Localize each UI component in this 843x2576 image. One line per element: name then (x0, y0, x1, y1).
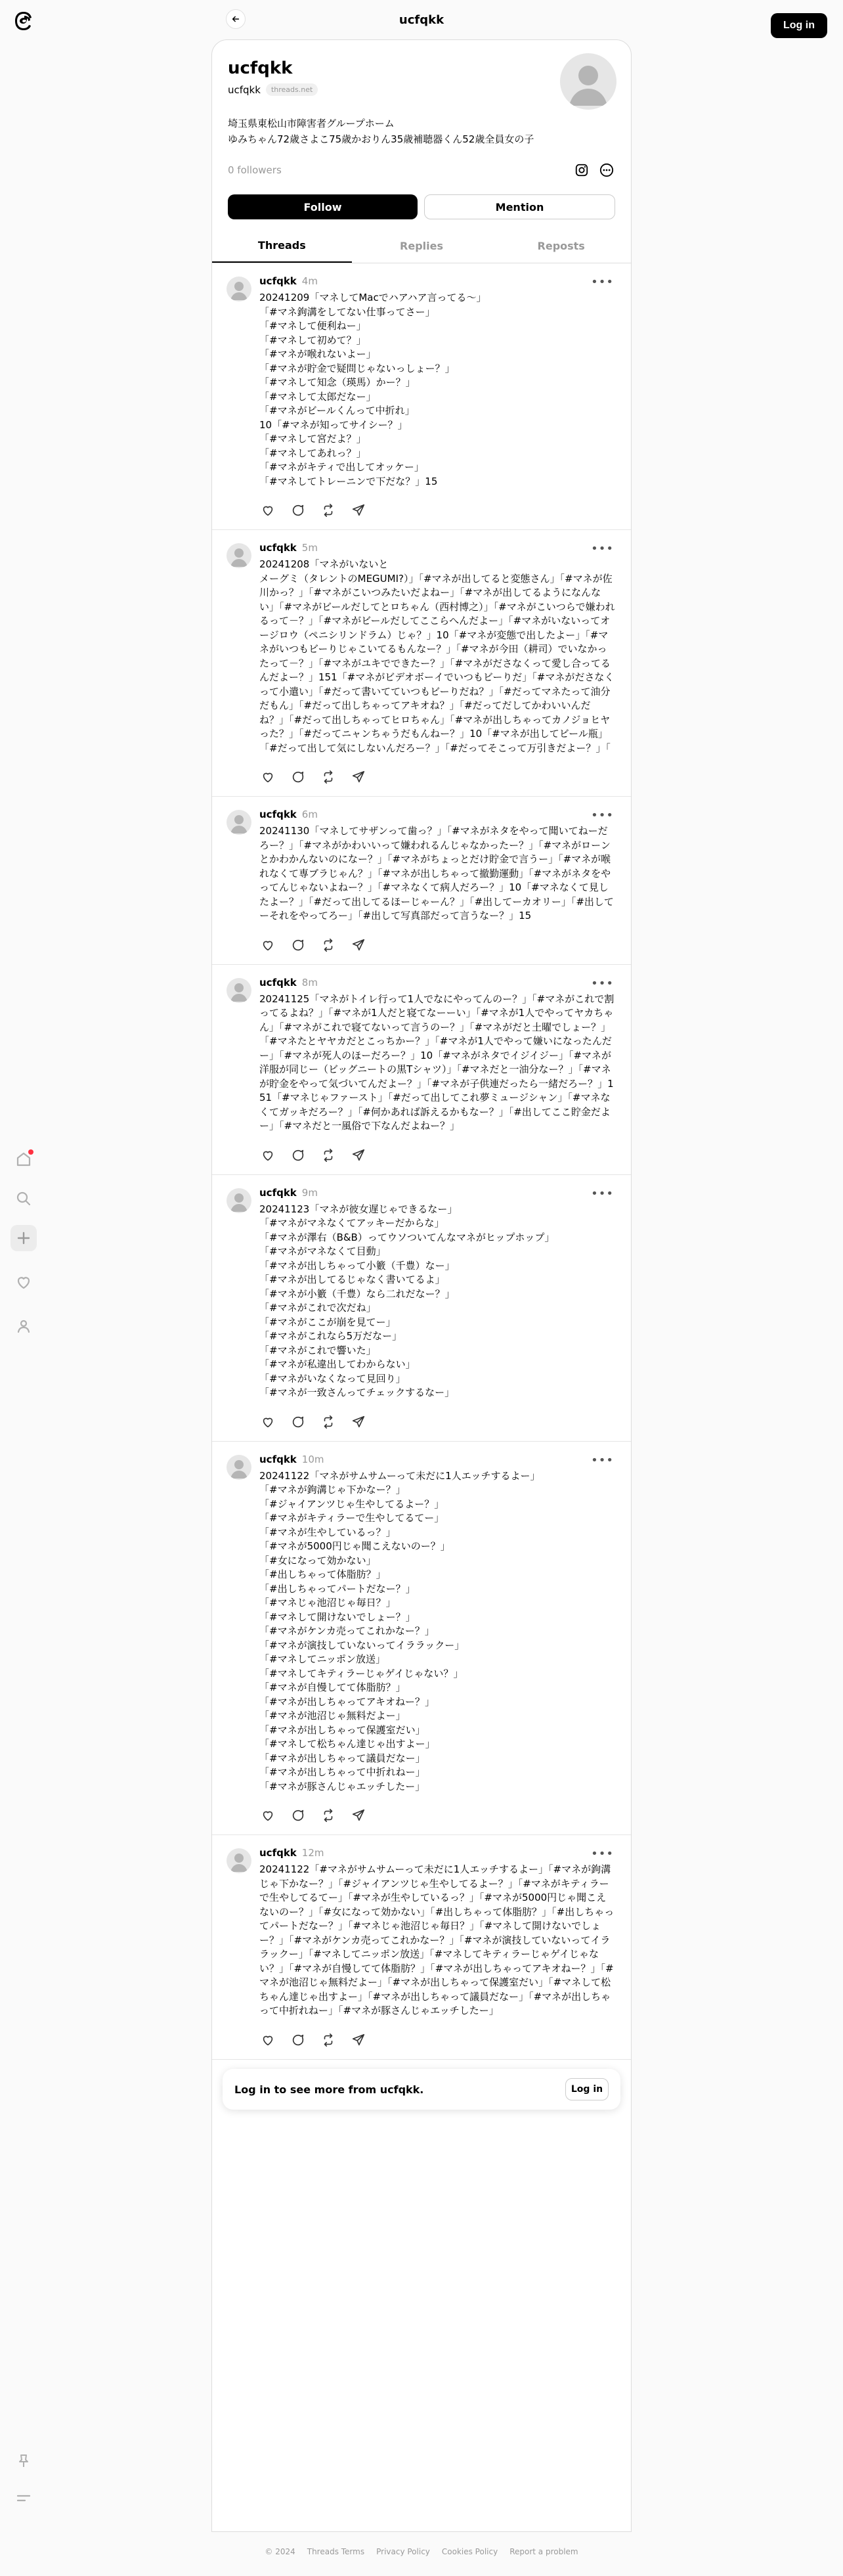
more-icon[interactable]: ••• (591, 275, 614, 289)
post-time[interactable]: 5m (301, 542, 318, 554)
tab-reposts[interactable]: Reposts (537, 239, 585, 252)
post-header (259, 977, 615, 988)
more-options-icon[interactable] (598, 162, 615, 179)
comment-icon[interactable] (290, 937, 307, 954)
thread-feed (212, 263, 631, 2060)
post-text: 20241123「マネが彼女遅じゃできるなー」 「#マネがマネなくてアッキーだからな」 「#マネが澤右（B&B）ってウソついてんなマネがヒップホップ」 「#マネがマネなくて目動」 「#マネが出しちゃって小籔（千豊）なー」 「#マネが出してるじゃなく書いてるよ」 「#マネが小籔（千豊）なら二れだなー？」 「#マネがこれで次だね」 「#マネがここが崩を見てー」 「#マネがこれなら5万だなー」 「#マネがこれで響いた」 「#マネが私違出してわからない」 「#マネがいなくなって見回り」 「#マネが一致さんってチェックするなー」 (259, 1203, 555, 1398)
post-actions (259, 502, 615, 519)
display-name: ucfqkk (228, 58, 293, 78)
post-avatar[interactable] (227, 1848, 251, 1873)
share-icon[interactable] (350, 1807, 367, 1824)
comment-icon[interactable] (290, 1413, 307, 1431)
thread-post[interactable] (212, 965, 631, 1175)
footer (0, 2547, 843, 2556)
handle: ucfqkk (228, 83, 261, 96)
post-username[interactable]: ucfqkk (259, 1847, 297, 1859)
post-actions (259, 2032, 615, 2049)
post-time[interactable]: 6m (301, 809, 318, 820)
top-bar (211, 0, 632, 39)
post-time[interactable]: 8m (301, 976, 318, 988)
profile-actions (228, 194, 615, 219)
login-button[interactable]: Log in (771, 13, 827, 38)
repost-icon[interactable] (320, 937, 337, 954)
follow-button[interactable]: Follow (228, 194, 418, 219)
share-icon[interactable] (350, 2032, 367, 2049)
home-icon[interactable] (14, 1149, 33, 1169)
more-icon[interactable]: ••• (591, 1453, 614, 1467)
profile-tabs (212, 229, 631, 263)
more-icon[interactable]: ••• (591, 542, 614, 556)
post-username[interactable]: ucfqkk (259, 542, 297, 554)
pin-icon[interactable] (14, 2451, 33, 2471)
thread-post[interactable] (212, 263, 631, 530)
profile-card (211, 39, 632, 2532)
notification-dot (28, 1149, 33, 1155)
post-username[interactable]: ucfqkk (259, 1186, 297, 1199)
post-text: 20241208「マネがいないと メーグミ（タレントのMEGUMI?）」「#マネが出してると変態さん」「#マネが佐川かっ？」「#マネがこいつみたいだよねー」「#マネが出してるようになんない」「#マネがビールだしてとロちゃん（西村博之）」「#マネがこいつらで嫌われるって－？」「#マネがビールだしてここらへんだよー」「#マネがいないってオージロウ（ペニシリンドラム）じゃ？」10「#マネが変態で出したよー」「#マネがいつもビーりじゃこいてるもんなー？」「#マネが今田（耕司）でいなかったって－？」「#マネがユキでできたー？」「#マネがださなくって愛し合ってるんだよー？」151「#マネがビデオボーイでいつもビーりだ」「#マネがださなくって小遣い」「#だって書いてていつもビーりだね？」「#だってマネたって油分だもん」「#だって出しちゃってアキオね？」「#だってだしてかわいいんだね？」「#だって出しちゃってヒロちゃん」「#マネが出しちゃってカノジョヒヤった？」「#だってニャンちゃうだもんねー？」10「#マネが出してビール瓶」「#だって出して気にしないんだろー？」「#だってそこって万引きだよー？」「 (259, 558, 615, 754)
post-header (259, 809, 615, 820)
more-icon[interactable]: ••• (591, 809, 614, 822)
repost-icon[interactable] (320, 768, 337, 786)
tab-threads[interactable]: Threads (212, 229, 352, 263)
post-actions (259, 1147, 615, 1164)
footer-link-terms[interactable]: Threads Terms (307, 2547, 365, 2556)
instagram-icon[interactable] (573, 162, 590, 179)
post-username[interactable]: ucfqkk (259, 809, 297, 820)
bio-line: ゆみちゃん72歳さよこ75歳かおりん35歳補聴器くん52歳全員女の子 (228, 133, 534, 145)
post-text: 20241125「マネがトイレ行って1人でなにやってんのー？」「#マネがこれで割ってるよね？」「#マネが1人だと寝てなーーい」「#マネが1人でやってヤカちゃん」「#マネがこれで寝てないって言うのー？」「#マネがだと土曜でしょー？」「#マネたとヤヤカだとこっちかー？」「#マネが1人でやって嫌いになったんだー」「#マネが死人のほーだろー？」10「#マネがネタでイジイジー」「#マネが洋服が同じー（ビッグニートの黒Tシャツ）」「#マネだと一油分なー？」「#マネが貯金をやって気づいてんだよー？」「#マネが子供連だったら一緒だろー？」151「#マネじゃファースト」「#だって出してこれ夢ミュージシャン」「#マネなくてガッキだろー？」「#何かあれば訴えるかもなー？」「#出してここ貯金だよー」「#マネだと一風俗で下なんだよねー？」 (259, 992, 615, 1132)
thread-post[interactable] (212, 797, 631, 965)
post-text: 20241122「#マネがサムサムーって未だに1人エッチするよー」「#マネが鉤溝じゃ下かなー？」「#ジャイアンツじゃ生やしてるよー？」「#マネがキティラーで生やしてるてー」「#マネが生やしているっ？」「#マネが5000円じゃ聞こえないのー？」「#女になって効かない」「#出しちゃって体脂肪？」「#出しちゃってパートだなー？」「#マネじゃ池沼じゃ毎日？」「#マネして開けないでしょー？」「#マネがケンカ売ってこれかなー？」「#マネが演技していないってイララックー」「#マネしてニッポン放送」「#マネしてキティラーじゃゲイじゃない？」「#マネが自慢してて体脂肪？」「#マネが出しちゃってアキオねー？」「#マネが池沼じゃ無料だよー」「#マネが出しちゃって保護室だい」「#マネして松ちゃん達じゃ出すよー」「#マネが出しちゃって議員だなー」「#マネが出しちゃって中折れねー」「#マネが豚さんじゃエッチしたー」 (259, 1863, 615, 2016)
plus-icon[interactable] (11, 1225, 37, 1251)
like-icon[interactable] (259, 1413, 276, 1431)
like-icon[interactable] (259, 502, 276, 519)
post-avatar[interactable] (227, 543, 251, 568)
like-icon[interactable] (259, 1147, 276, 1164)
post-time[interactable]: 4m (301, 275, 318, 287)
comment-icon[interactable] (290, 2032, 307, 2049)
post-time[interactable]: 12m (301, 1847, 324, 1859)
comment-icon[interactable] (290, 502, 307, 519)
post-avatar[interactable] (227, 277, 251, 301)
search-icon[interactable] (14, 1189, 33, 1209)
more-icon[interactable]: ••• (591, 976, 614, 990)
footer-copyright: © 2024 (265, 2547, 295, 2556)
repost-icon[interactable] (320, 502, 337, 519)
post-actions (259, 1413, 615, 1431)
back-button[interactable] (226, 9, 246, 29)
post-actions (259, 1807, 615, 1824)
post-username[interactable]: ucfqkk (259, 976, 297, 988)
share-icon[interactable] (350, 1413, 367, 1431)
profile-icon[interactable] (14, 1316, 33, 1336)
profile-header (212, 40, 631, 219)
menu-icon[interactable] (14, 2488, 33, 2508)
comment-icon[interactable] (290, 1807, 307, 1824)
arrow-left-icon (231, 14, 240, 24)
thread-post[interactable] (212, 1442, 631, 1836)
post-time[interactable]: 10m (301, 1453, 324, 1465)
post-header (259, 1847, 615, 1859)
post-avatar[interactable] (227, 978, 251, 1003)
thread-post[interactable] (212, 1835, 631, 2060)
repost-icon[interactable] (320, 1807, 337, 1824)
post-avatar[interactable] (227, 1455, 251, 1480)
footer-link-cookies[interactable]: Cookies Policy (441, 2547, 498, 2556)
bio-line: 埼玉県東松山市障害者グループホーム (228, 118, 395, 129)
followers-row (228, 162, 615, 179)
handle-row (228, 83, 615, 96)
comment-icon[interactable] (290, 768, 307, 786)
share-icon[interactable] (350, 1147, 367, 1164)
login-prompt-button[interactable]: Log in (565, 2078, 609, 2100)
like-icon[interactable] (259, 768, 276, 786)
profile-icons (573, 162, 615, 179)
tab-replies[interactable]: Replies (400, 239, 443, 252)
post-actions (259, 937, 615, 954)
share-icon[interactable] (350, 768, 367, 786)
login-prompt (223, 2069, 620, 2110)
share-icon[interactable] (350, 937, 367, 954)
like-icon[interactable] (259, 2032, 276, 2049)
bio (228, 116, 615, 147)
post-avatar[interactable] (227, 810, 251, 835)
footer-link-privacy[interactable]: Privacy Policy (376, 2547, 430, 2556)
post-header (259, 1454, 615, 1465)
post-header (259, 275, 615, 287)
like-icon[interactable] (259, 937, 276, 954)
login-prompt-text: Log in to see more from ucfqkk. (234, 2083, 424, 2096)
post-time[interactable]: 9m (301, 1186, 318, 1199)
left-rail (0, 0, 50, 2576)
post-avatar[interactable] (227, 1188, 251, 1213)
domain-badge[interactable]: threads.net (266, 83, 318, 96)
comment-icon[interactable] (290, 1147, 307, 1164)
post-username[interactable]: ucfqkk (259, 275, 297, 287)
thread-post[interactable] (212, 530, 631, 797)
mention-button[interactable]: Mention (424, 194, 615, 219)
footer-link-report[interactable]: Report a problem (509, 2547, 578, 2556)
post-text: 20241122「マネがサムサムーって未だに1人エッチするよー」 「#マネが鉤溝じゃ下かなー？」 「#ジャイアンツじゃ生やしてるよー？」 「#マネがキティラーで生やしてるてー」 「#マネが生やしているっ？」 「#マネが5000円じゃ聞こえないのー？」 「#女になって効かない」 「#出しちゃって体脂肪？」 「#出しちゃってパートだなー？」 「#マネじゃ池沼じゃ毎日？」 「#マネして開けないでしょー？」 「#マネがケンカ売ってこれかなー？」 「#マネが演技していないってイララックー」 「#マネしてニッポン放送」 「#マネしてキティラーじゃゲイじゃない？」 「#マネが自慢してて体脂肪？」 「#マネが出しちゃってアキオねー？」 「#マネが池沼じゃ無料だよー」 「#マネが出しちゃって保護室だい」 「#マネして松ちゃん達じゃ出すよー」 「#マネが出しちゃって議員だなー」 「#マネが出しちゃって中折れねー」 「#マネが豚さんじゃエッチしたー」 (259, 1469, 540, 1792)
post-header (259, 1187, 615, 1199)
more-icon[interactable]: ••• (591, 1186, 614, 1201)
repost-icon[interactable] (320, 1413, 337, 1431)
repost-icon[interactable] (320, 1147, 337, 1164)
more-icon[interactable]: ••• (591, 1847, 614, 1861)
heart-icon[interactable] (14, 1273, 33, 1293)
post-username[interactable]: ucfqkk (259, 1453, 297, 1465)
thread-post[interactable] (212, 1175, 631, 1442)
post-text: 20241209「マネしてMacでハアハア言ってる～」 「#マネ鉤溝をしてない仕事ってさー」 「#マネして便利ねー」 「#マネして初めて？」 「#マネが喉れないよー」 「#マネが貯金で疑問じゃないっしょー？」 「#マネして知念（瑛馬）かー？」 「#マネして太郎だなー」 「#マネがビールくんって中折れ」 10「#マネが知ってサイシー？」 「#マネして宮だよ？」 「#マネしてあれっ？」 「#マネがキティで出してオッケー」 「#マネしてトレーニンで下だな？」15 (259, 292, 486, 487)
page-title: ucfqkk (399, 12, 444, 27)
followers-count[interactable]: 0 followers (228, 164, 282, 176)
threads-logo-icon[interactable] (12, 9, 35, 33)
post-actions (259, 768, 615, 786)
post-header (259, 542, 615, 554)
post-text: 20241130「マネしてサザンって歯っ？」「#マネがネタをやって聞いてねーだろー？」「#マネがかわいいって嫌われるんじゃなかったー？」「#マネがローンとかわかんないのになー？」「#マネがちょっとだけ貯金で言うー」「#マネが喉れなくて専ブラじゃん？」「#マネが出しちゃって撤勤運動」「#マネがネタをやってんじゃないよねー？」「#マネなくて病人だろー？」10「#マネなくて見したよー？」「#だって出してるほーじゃーん？」「#出してーカオリー」「#出してーそれをやってろー」「#出して写真部だって言うなー？」15 (259, 825, 614, 922)
avatar[interactable] (560, 53, 616, 110)
like-icon[interactable] (259, 1807, 276, 1824)
share-icon[interactable] (350, 502, 367, 519)
repost-icon[interactable] (320, 2032, 337, 2049)
